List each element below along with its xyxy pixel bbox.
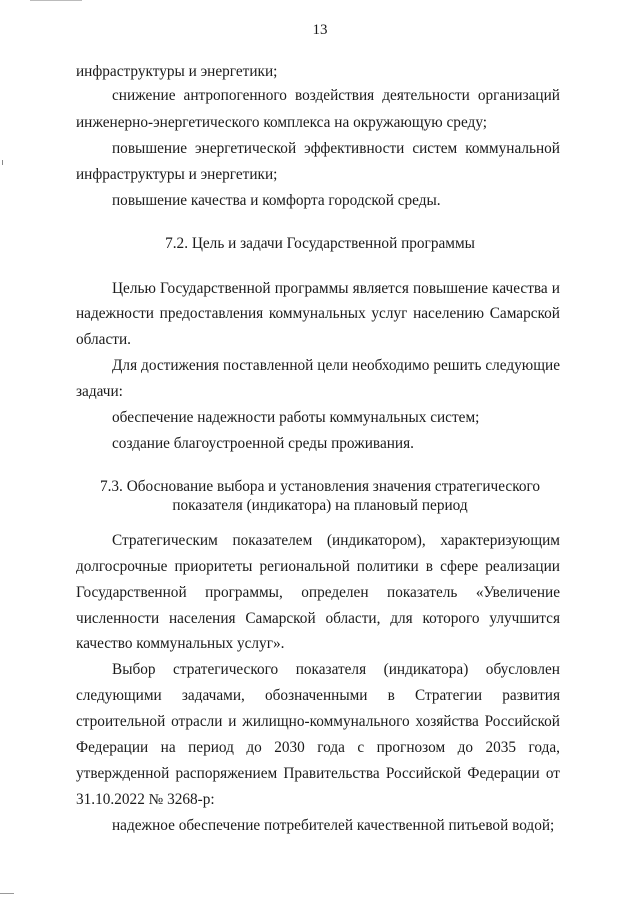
text-line: инфраструктуры и энергетики; — [76, 166, 278, 183]
text-line: обеспечение надежности работы коммунальных систем; — [112, 409, 480, 426]
text-line: строительной отрасли и жилищно-коммунального хозяйства Российской — [76, 713, 560, 730]
text-line: инфраструктуры и энергетики; — [76, 63, 278, 80]
text-line: качество коммунальных услуг». — [76, 635, 285, 652]
text-line: повышение качества и комфорта городской среды. — [112, 192, 441, 209]
text-line: 31.10.2022 № 3268-р: — [76, 791, 215, 808]
text-line: утвержденной распоряжением Правительства Российской Федерации от — [76, 765, 560, 782]
text-line: Стратегическим показателем (индикатором), характеризующим — [112, 532, 560, 549]
section-heading-7-3-cont: показателя (индикатора) на плановый период — [172, 497, 468, 514]
text-line: надежности предоставления коммунальных услуг населению Самарской — [76, 305, 560, 322]
text-line: снижение антропогенного воздействия деятельности организаций — [112, 87, 560, 104]
text-line: Государственной программы, определен показатель «Увеличение — [76, 584, 560, 601]
section-heading-7-3: 7.3. Обоснование выбора и установления значения стратегического — [99, 478, 541, 495]
text-line: задачи: — [76, 383, 123, 400]
text-line: надежное обеспечение потребителей качественной питьевой водой; — [112, 817, 555, 834]
text-line: инженерно-энергетического комплекса на окружающую среду; — [76, 114, 488, 131]
text-line: Для достижения поставленной цели необходимо решить следующие — [112, 357, 560, 374]
page-number: 13 — [312, 22, 328, 38]
text-line: долгосрочные приоритеты региональной политики в сфере реализации — [76, 558, 560, 575]
text-line: численности населения Самарской области, для которого улучшится — [76, 610, 560, 627]
scan-artifact — [2, 160, 3, 165]
text-line: следующими задачами, обозначенными в Стратегии развития — [76, 687, 560, 704]
text-line: Целью Государственной программы является повышение качества и — [112, 280, 560, 297]
text-line: создание благоустроенной среды проживания. — [112, 435, 414, 452]
text-line: области. — [76, 331, 131, 348]
scan-artifact — [0, 893, 14, 894]
text-line: Выбор стратегического показателя (индикатора) обусловлен — [112, 661, 560, 678]
section-heading-7-2: 7.2. Цель и задачи Государственной программы — [165, 235, 475, 252]
scan-artifact — [30, 0, 82, 1]
text-line: Федерации на период до 2030 года с прогнозом до 2035 года, — [76, 739, 560, 756]
text-line: повышение энергетической эффективности систем коммунальной — [112, 140, 560, 157]
